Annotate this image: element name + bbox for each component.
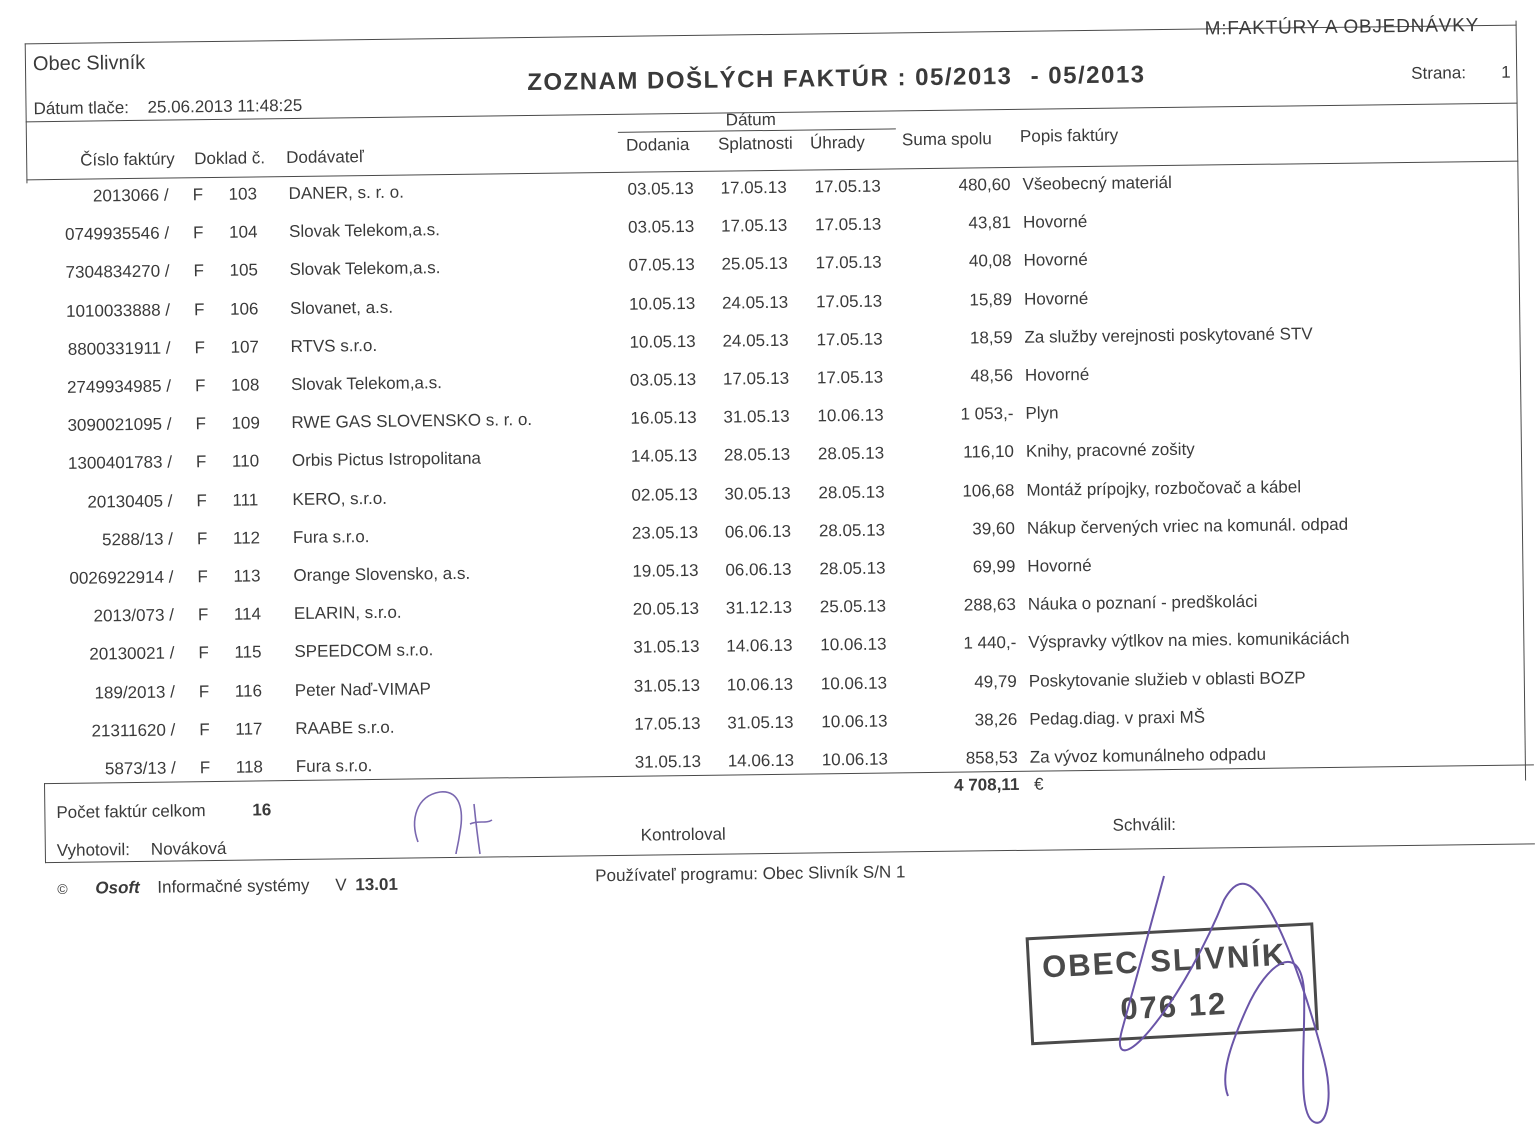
supplier: Slovanet, a.s. (289, 297, 394, 318)
col-header-doc-no: Doklad č. (194, 148, 266, 169)
software-logo: Osoft (95, 877, 140, 898)
doc-number: 107 (230, 337, 260, 357)
doc-type: F (196, 490, 207, 510)
invoice-number: 3090021095 / (67, 414, 172, 436)
total-amount: 48,56 (970, 365, 1014, 386)
delivery-date: 03.05.13 (629, 369, 697, 390)
delivery-date: 16.05.13 (630, 408, 697, 428)
due-date: 25.05.13 (721, 254, 788, 274)
invoice-number: 20130021 / (89, 643, 175, 664)
doc-type: F (195, 414, 207, 434)
supplier: Fura s.r.o. (295, 756, 373, 776)
total-amount: 15,89 (969, 289, 1013, 310)
approved-by-label: Schválil: (1112, 814, 1177, 835)
description: Hovorné (1022, 212, 1088, 232)
period-separator: - (1030, 62, 1041, 90)
supplier: RAABE s.r.o. (295, 717, 395, 738)
report-title-text: ZOZNAM DOŠLÝCH FAKTÚR : (527, 64, 908, 97)
description: Pedag.diag. v praxi MŠ (1029, 707, 1206, 729)
delivery-date: 07.05.13 (628, 255, 695, 276)
delivery-date: 20.05.13 (632, 599, 700, 619)
doc-type: F (192, 185, 204, 205)
total-amount: 49,79 (974, 671, 1017, 692)
doc-number: 112 (232, 528, 261, 548)
due-date: 17.05.13 (722, 368, 790, 389)
doc-type: F (194, 376, 206, 396)
invoice-count-label: Počet faktúr celkom (56, 801, 206, 822)
paid-date: 10.06.13 (821, 711, 888, 732)
description: Montáž prípojky, rozbočovač a kábel (1026, 476, 1302, 500)
description: Hovorné (1027, 555, 1092, 576)
prepared-by-name: Nováková (150, 838, 227, 859)
paid-date: 28.05.13 (817, 443, 885, 464)
invoice-number: 0026922914 / (69, 567, 174, 588)
software-name: Informačné systémy (157, 875, 310, 897)
stamp-line-2: 076 12 (1119, 985, 1229, 1027)
due-date: 06.06.13 (725, 559, 792, 580)
due-date: 24.05.13 (721, 292, 789, 313)
supplier: Fura s.r.o. (292, 526, 370, 547)
invoice-number: 189/2013 / (94, 682, 175, 703)
supplier: RWE GAS SLOVENSKO s. r. o. (291, 410, 533, 433)
doc-number: 103 (228, 184, 258, 204)
description: Nákup červených vriec na komunál. odpad (1026, 514, 1349, 538)
total-amount: 18,59 (969, 327, 1013, 348)
invoice-number: 0749935546 / (64, 223, 170, 245)
delivery-date: 23.05.13 (631, 522, 699, 543)
invoice-number: 21311620 / (91, 720, 176, 741)
doc-number: 115 (234, 642, 262, 663)
delivery-date: 31.05.13 (633, 637, 700, 658)
doc-type: F (193, 261, 205, 281)
invoice-number: 2013/073 / (93, 605, 175, 626)
delivery-date: 17.05.13 (634, 713, 701, 734)
frame-left-line-footer (44, 783, 46, 863)
supplier: Slovak Telekom,a.s. (290, 373, 442, 395)
total-amount: 858,53 (965, 747, 1018, 768)
invoice-number: 2013066 / (92, 185, 169, 206)
report-title (527, 61, 1146, 97)
doc-number: 118 (235, 757, 264, 777)
period-to: 05/2013 (1048, 61, 1146, 90)
total-amount: 69,99 (972, 556, 1016, 577)
description: Hovorné (1024, 364, 1090, 385)
doc-number: 111 (232, 490, 259, 510)
due-date: 06.06.13 (724, 521, 792, 542)
delivery-date: 10.05.13 (628, 293, 696, 314)
invoice-number: 1300401783 / (67, 452, 173, 474)
supplier: ELARIN, s.r.o. (293, 602, 402, 624)
footer-bottom-line (45, 843, 1535, 863)
paid-date: 17.05.13 (816, 329, 883, 350)
print-date: 25.06.2013 11:48:25 (147, 95, 303, 117)
software-version: 13.01 (355, 874, 398, 895)
supplier: Slovak Telekom,a.s. (289, 258, 441, 280)
total-amount: 43,81 (968, 213, 1012, 233)
invoice-count-value: 16 (252, 800, 272, 820)
doc-type: F (198, 681, 210, 701)
description: Za služby verejnosti poskytované STV (1024, 323, 1313, 347)
total-amount: 39,60 (972, 518, 1015, 539)
currency-symbol: € (1033, 774, 1044, 794)
delivery-date: 10.05.13 (629, 331, 696, 352)
invoice-number: 8800331911 / (67, 338, 171, 359)
paid-date: 17.05.13 (814, 214, 882, 235)
supplier: DANER, s. r. o. (288, 182, 404, 204)
delivery-date: 03.05.13 (627, 217, 695, 237)
doc-number: 110 (231, 451, 260, 472)
copyright-icon: © (57, 880, 68, 897)
invoice-number: 5873/13 / (104, 758, 176, 779)
invoice-number: 5288/13 / (101, 529, 174, 550)
due-date: 30.05.13 (724, 483, 791, 504)
paid-date: 17.05.13 (815, 252, 882, 273)
supplier: RTVS s.r.o. (290, 335, 378, 356)
col-header-invoice-no: Číslo faktúry (80, 149, 175, 170)
doc-type: F (199, 758, 211, 778)
organization-name: Obec Slivník (32, 51, 146, 76)
col-header-supplier: Dodávateľ (286, 147, 365, 168)
frame-left-line-header (25, 43, 28, 183)
col-header-date-group: Dátum (725, 109, 776, 130)
col-header-delivery: Dodania (625, 134, 690, 155)
doc-number: 117 (235, 719, 263, 739)
description: Knihy, pracovné zošity (1025, 440, 1195, 462)
total-amount: 116,10 (963, 442, 1015, 462)
paid-date: 10.06.13 (820, 634, 887, 655)
doc-type: F (197, 567, 208, 587)
supplier: SPEEDCOM s.r.o. (294, 640, 434, 662)
due-date: 14.06.13 (727, 750, 795, 771)
description: Plyn (1025, 403, 1059, 423)
software-version-label: V (335, 875, 347, 895)
paid-date: 10.06.13 (817, 405, 884, 426)
invoice-number: 7304834270 / (65, 261, 170, 283)
paid-date: 28.05.13 (818, 482, 885, 502)
grand-total: 4 708,11 (953, 774, 1020, 795)
signature-initials (400, 780, 510, 860)
description: Poskytovanie služieb v oblasti BOZP (1028, 667, 1306, 691)
doc-number: 114 (233, 604, 262, 624)
total-amount: 288,63 (963, 595, 1016, 615)
total-amount: 106,68 (962, 480, 1015, 501)
page-number: 1 (1501, 62, 1511, 82)
total-amount: 1 440,- (963, 633, 1017, 653)
supplier: Slovak Telekom,a.s. (288, 220, 441, 242)
program-user: Používateľ programu: Obec Slivník S/N 1 (595, 862, 906, 886)
doc-number: 104 (228, 222, 258, 242)
doc-type: F (198, 643, 209, 663)
total-amount: 480,60 (958, 174, 1011, 195)
approval-signature (1100, 870, 1340, 1130)
paid-date: 28.05.13 (818, 520, 886, 541)
description: Náuka o poznaní - predškoláci (1027, 592, 1258, 614)
delivery-date: 14.05.13 (630, 446, 698, 467)
col-header-due: Splatnosti (717, 133, 793, 154)
delivery-date: 31.05.13 (634, 751, 702, 772)
doc-type: F (199, 719, 210, 739)
paid-date: 10.06.13 (821, 749, 889, 770)
print-date-label: Dátum tlače: (33, 98, 130, 119)
supplier: KERO, s.r.o. (292, 488, 388, 509)
doc-number: 116 (234, 680, 263, 701)
paid-date: 25.05.13 (819, 596, 887, 617)
doc-type: F (193, 299, 205, 319)
doc-number: 108 (230, 375, 260, 395)
doc-type: F (195, 452, 207, 472)
paid-date: 17.05.13 (816, 367, 884, 388)
paid-date: 17.05.13 (815, 291, 883, 312)
supplier: Orbis Pictus Istropolitana (291, 449, 482, 471)
due-date: 31.12.13 (725, 597, 793, 618)
doc-type: F (192, 223, 204, 243)
paid-date: 28.05.13 (819, 558, 886, 579)
prepared-by-label: Vyhotovil: (56, 840, 131, 860)
col-header-description: Popis faktúry (1019, 125, 1119, 146)
period-from: 05/2013 (915, 62, 1013, 92)
delivery-date: 02.05.13 (631, 484, 698, 505)
description: Hovorné (1023, 250, 1088, 271)
delivery-date: 03.05.13 (627, 178, 694, 199)
page-label: Strana: (1411, 63, 1467, 83)
due-date: 17.05.13 (720, 215, 788, 236)
total-amount: 40,08 (968, 251, 1012, 271)
doc-type: F (196, 528, 208, 549)
paid-date: 10.06.13 (820, 673, 888, 693)
description: Hovorné (1023, 288, 1089, 309)
paid-date: 17.05.13 (814, 176, 881, 197)
delivery-date: 19.05.13 (632, 560, 699, 581)
due-date: 31.05.13 (727, 712, 794, 733)
checked-by-label: Kontroloval (640, 824, 726, 845)
due-date: 10.06.13 (726, 674, 794, 695)
doc-number: 109 (231, 413, 260, 433)
due-date: 17.05.13 (720, 177, 787, 198)
module-name: M:FAKTÚRY A OBJEDNÁVKY (1204, 15, 1480, 40)
total-amount: 1 053,- (960, 404, 1014, 424)
col-header-total: Suma spolu (901, 129, 992, 150)
doc-number: 106 (229, 299, 259, 319)
total-amount: 38,26 (974, 709, 1018, 730)
description: Za vývoz komunálneho odpadu (1029, 744, 1267, 767)
invoice-number: 1010033888 / (65, 300, 171, 321)
description: Všeobecný materiál (1022, 172, 1172, 194)
delivery-date: 31.05.13 (633, 675, 701, 696)
supplier: Peter Naď-VIMAP (294, 678, 432, 700)
invoice-number: 2749934985 / (66, 376, 172, 397)
due-date: 24.05.13 (722, 330, 789, 351)
doc-number: 105 (229, 260, 259, 281)
col-header-paid: Úhrady (809, 132, 865, 153)
supplier: Orange Slovensko, a.s. (293, 563, 471, 585)
stamp-line-1: OBEC SLIVNÍK (1041, 936, 1288, 985)
due-date: 31.05.13 (723, 406, 790, 427)
doc-type: F (197, 605, 209, 625)
invoice-number: 20130405 / (87, 491, 173, 512)
doc-type: F (194, 337, 206, 358)
due-date: 28.05.13 (723, 445, 791, 465)
doc-number: 113 (233, 566, 261, 586)
due-date: 14.06.13 (726, 636, 793, 656)
description: Výspravky výtlkov na mies. komunikáciách (1028, 629, 1350, 653)
